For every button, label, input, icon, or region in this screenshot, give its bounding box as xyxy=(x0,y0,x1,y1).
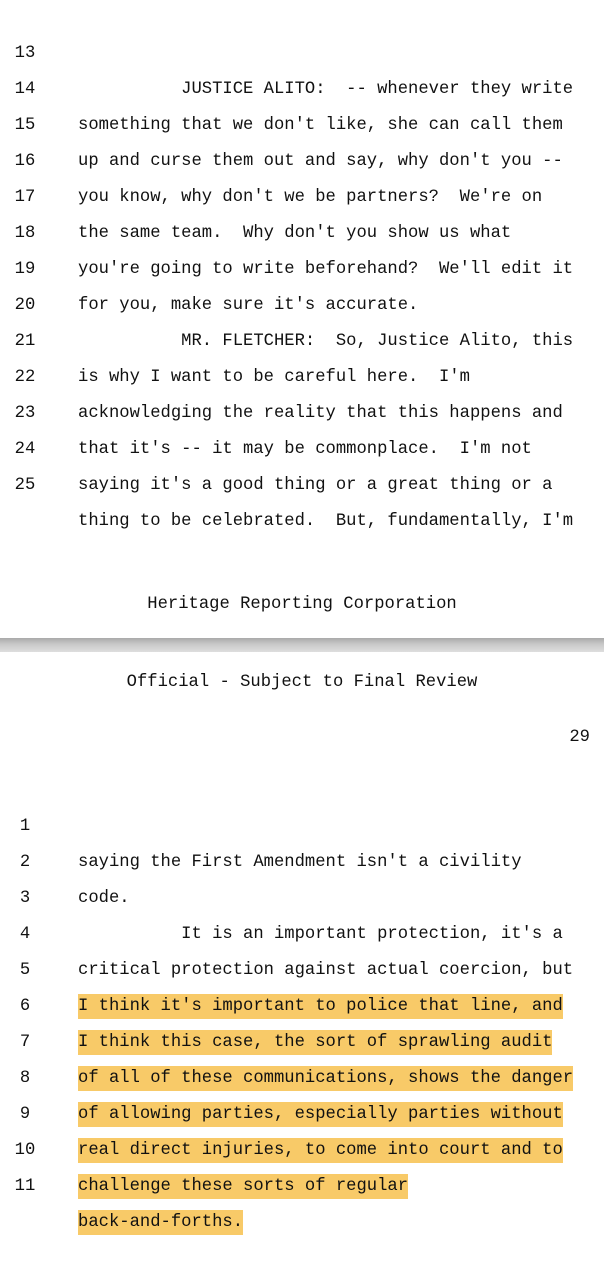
line-number: 21 xyxy=(14,332,36,351)
highlighted-text: of all of these communications, shows the danger xyxy=(78,1066,573,1091)
line-text: the same team. Why don't you show us what xyxy=(78,224,512,243)
line-number: 16 xyxy=(14,152,36,171)
line-number: 20 xyxy=(14,296,36,315)
line-text: It is an important protection, it's a xyxy=(78,925,563,944)
transcript-page-bottom xyxy=(0,652,604,1232)
line-text: you know, why don't we be partners? We're on xyxy=(78,188,543,207)
line-text: code. xyxy=(78,889,130,908)
highlighted-text: I think it's important to police that line, and xyxy=(78,994,563,1019)
line-number: 2 xyxy=(19,853,31,872)
line-text: acknowledging the reality that this happens and xyxy=(78,404,563,423)
line-number: 3 xyxy=(19,889,31,908)
transcript-line xyxy=(0,773,604,872)
line-number: 11 xyxy=(14,1177,36,1196)
line-number: 24 xyxy=(14,440,36,459)
page-number: 29 xyxy=(569,728,590,747)
highlighted-text: challenge these sorts of regular xyxy=(78,1174,408,1199)
line-text: for you, make sure it's accurate. xyxy=(78,296,419,315)
line-number: 19 xyxy=(14,260,36,279)
page-header: Official - Subject to Final Review xyxy=(126,673,478,692)
line-number: 8 xyxy=(19,1069,31,1088)
line-text: up and curse them out and say, why don't you -- xyxy=(78,152,563,171)
line-number: 6 xyxy=(19,997,31,1016)
line-number: 23 xyxy=(14,404,36,423)
line-number: 1 xyxy=(19,817,31,836)
line-number: 10 xyxy=(14,1141,36,1160)
line-number: 17 xyxy=(14,188,36,207)
line-number: 15 xyxy=(14,116,36,135)
line-number: 4 xyxy=(19,925,31,944)
line-number: 18 xyxy=(14,224,36,243)
line-number: 9 xyxy=(19,1105,31,1124)
highlighted-text: I think this case, the sort of sprawling audit xyxy=(78,1030,552,1055)
highlighted-text: of allowing parties, especially parties without xyxy=(78,1102,563,1127)
line-text: saying it's a good thing or a great thing or a xyxy=(78,476,553,495)
line-number: 22 xyxy=(14,368,36,387)
highlighted-text: back-and-forths. xyxy=(78,1210,243,1235)
line-number: 7 xyxy=(19,1033,31,1052)
line-number: 13 xyxy=(14,44,36,63)
line-text: critical protection against actual coercion, but xyxy=(78,961,574,980)
line-text: you're going to write beforehand? We'll edit it xyxy=(78,260,574,279)
page-break-divider xyxy=(0,638,604,652)
transcript-page-top xyxy=(0,0,604,638)
line-text: that it's -- it may be commonplace. I'm not xyxy=(78,440,532,459)
line-number: 5 xyxy=(19,961,31,980)
line-text: saying the First Amendment isn't a civility xyxy=(78,853,522,872)
highlighted-text: real direct injuries, to come into court and to xyxy=(78,1138,563,1163)
line-number: 14 xyxy=(14,80,36,99)
line-number: 25 xyxy=(14,476,36,495)
line-text: something that we don't like, she can call them xyxy=(78,116,563,135)
line-text: JUSTICE ALITO: -- whenever they write xyxy=(78,80,574,99)
line-text: thing to be celebrated. But, fundamentally, I'm xyxy=(78,512,574,531)
line-text: MR. FLETCHER: So, Justice Alito, this xyxy=(78,332,574,351)
line-text: is why I want to be careful here. I'm xyxy=(78,368,470,387)
page-footer: Heritage Reporting Corporation xyxy=(147,595,457,614)
